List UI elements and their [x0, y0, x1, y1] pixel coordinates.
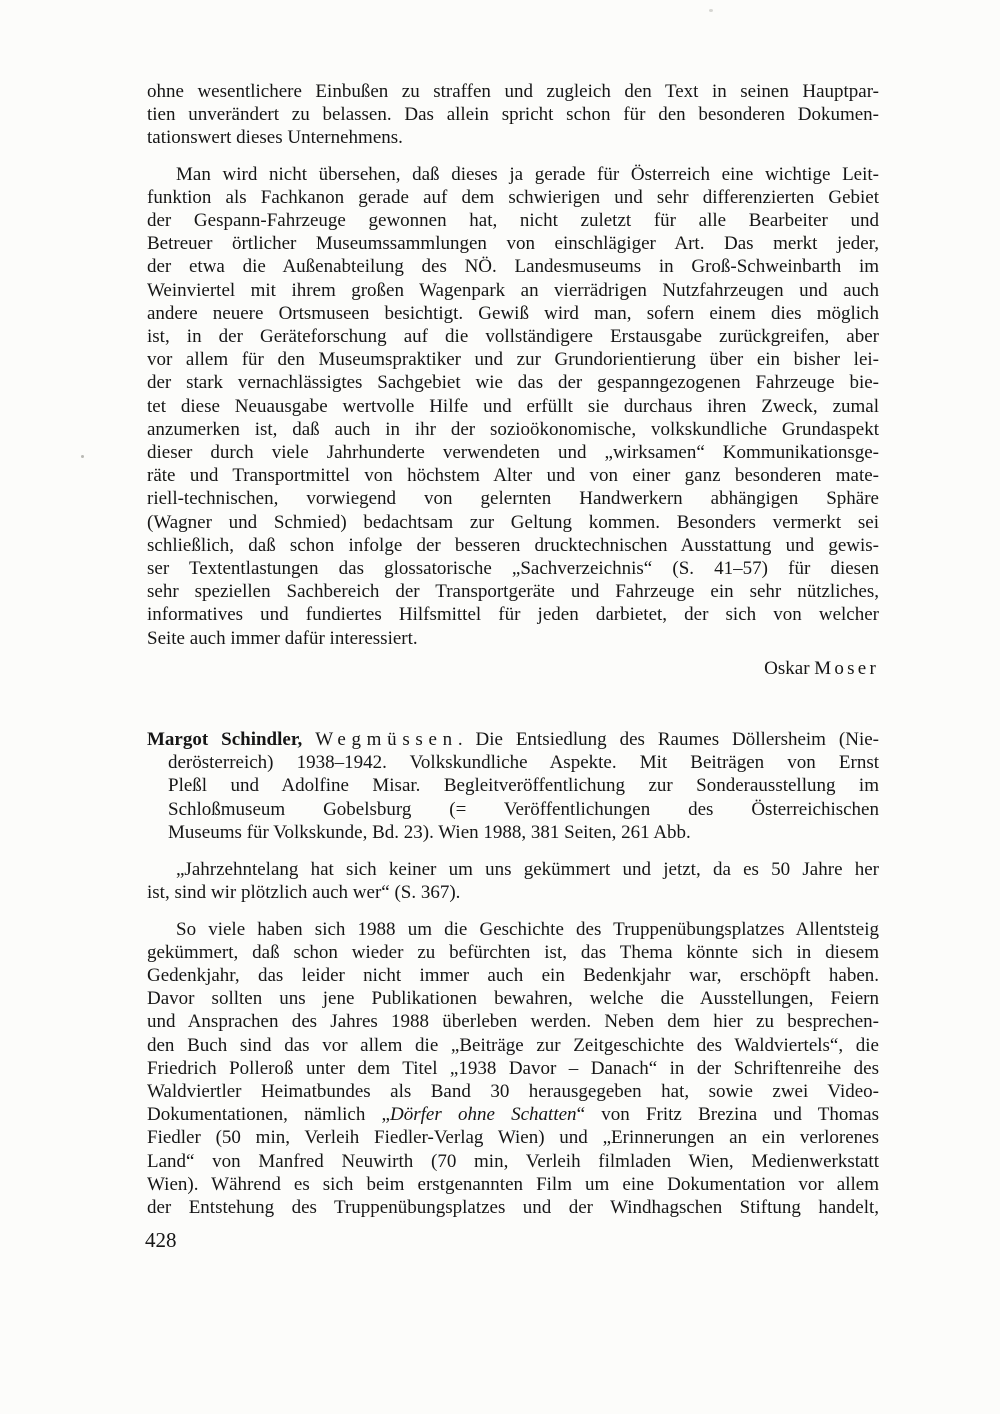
text-line: vor allem für den Museumspraktiker und zur Grundorientierung über ein bisher lei-	[147, 349, 879, 371]
text-line: Waldviertler Heimatbundes als Band 30 herausgegeben hat, sowie zwei Video-	[147, 1080, 879, 1102]
text-line: Davor sollten uns jene Publikationen bewahren, welche die Ausstellungen, Feiern	[147, 988, 879, 1010]
text-line: ohne wesentlichere Einbußen zu straffen und zugleich den Text in seinen Hauptpar-	[147, 81, 879, 102]
text-line: Man wird nicht übersehen, daß dieses ja gerade für Österreich eine wichtige Leit-	[176, 163, 879, 185]
text-block	[147, 80, 879, 1219]
text-line: andere neuere Ortsmuseen besichtigt. Gewiß wird man, sofern einem dies möglich	[147, 302, 879, 324]
page-number: 428	[145, 1228, 177, 1252]
text-line: den Buch sind das vor allem die „Beiträge zur Zeitgeschichte des Waldviertels“, die	[147, 1034, 879, 1056]
reviewer-surname: Moser	[814, 657, 879, 679]
text-line: tationswert dieses Unternehmens.	[147, 127, 403, 149]
text-line: der stark vernachlässigtes Sachgebiet wie das der gespanngezogenen Fahrzeuge bie-	[147, 372, 879, 394]
text-line: Betreuer örtlicher Museumssammlungen von einschlägiger Art. Das merkt jeder,	[147, 233, 879, 255]
text-line: Land“ von Manfred Neuwirth (70 min, Verleih filmladen Wien, Medienwerkstatt	[147, 1150, 879, 1172]
text-line: ist, in der Geräteforschung auf die vollständigere Erstausgabe zurückgreifen, aber	[147, 326, 879, 348]
text-line: riell-technischen, vorwiegend von gelernten Handwerkern abhängigen Sphäre	[147, 488, 879, 510]
text-line: So viele haben sich 1988 um die Geschichte des Truppenübungsplatzes Allentsteig	[176, 918, 879, 940]
text-line: Pleßl und Adolfine Misar. Begleitveröffentlichung zur Sonderausstellung im	[168, 775, 879, 797]
text-line: schließlich, daß schon infolge der besseren drucktechnischen Ausstattung und gewis-	[147, 534, 879, 556]
text-segment: “ von Fritz Brezina und Thomas	[576, 1104, 880, 1126]
text-line: (Wagner und Schmied) bedachtsam zur Geltung kommen. Besonders vermerkt sei	[147, 511, 879, 533]
reviewer-first-name: Oskar	[764, 657, 810, 679]
bibliography-entry	[147, 728, 879, 844]
text-line: Seite auch immer dafür interessiert.	[147, 627, 418, 649]
text-line: Gedenkjahr, das leider nicht immer auch ein Bedenkjahr war, erschöpft haben.	[147, 964, 879, 986]
text-line: Museums für Volkskunde, Bd. 23). Wien 1988, 381 Seiten, 261 Abb.	[168, 821, 691, 843]
paragraph-review-main	[147, 163, 879, 650]
text-line: Schloßmuseum Gobelsburg (= Veröffentlichungen des Österreichischen	[168, 798, 879, 820]
text-line: der etwa die Außenabteilung des NÖ. Landesmuseums in Groß-Schweinbarth im	[147, 256, 879, 278]
text-line: sehr speziellen Sachbereich der Transportgeräte und Fahrzeuge ein sehr nützliches,	[147, 581, 879, 603]
text-line: räte und Transportmittel von höchstem Alter und von einer ganz besonderen mate-	[147, 465, 879, 487]
paragraph-review-continuation	[147, 80, 879, 150]
text-line: ist, sind wir plötzlich auch wer“ (S. 367).	[147, 882, 461, 904]
text-segment: . Die Entsiedlung des Raumes Döllersheim (Nie-	[457, 729, 879, 751]
text-line: funktion als Fachkanon gerade auf dem schwierigen und sehr differenzierten Gebiet	[147, 186, 879, 208]
text-line: gekümmert, daß schon wieder zu befürchten ist, das Thema könnte sich in diesem	[147, 941, 879, 963]
paragraph-review-body	[147, 918, 879, 1220]
text-line: Friedrich Polleroß unter dem Titel „1938 Davor – Danach“ in der Schriftenreihe des	[147, 1057, 879, 1079]
text-line: tien unverändert zu belassen. Das allein spricht schon für den besonderen Dokumen-	[147, 104, 879, 126]
paragraph-quote	[147, 858, 879, 904]
text-line: der Gespann-Fahrzeuge gewonnen hat, nicht zuletzt für alle Bearbeiter und	[147, 210, 879, 232]
text-line: Wien). Während es sich beim erstgenannten Film um eine Dokumentation vor allem	[147, 1173, 879, 1195]
scan-artifact-dot	[709, 9, 713, 12]
text-line: ser Textentlastungen das glossatorische „Sachverzeichnis“ (S. 41–57) für diesen	[147, 558, 879, 580]
text-line: tet diese Neuausgabe wertvolle Hilfe und erfüllt sie durchaus ihren Zweck, zumal	[147, 395, 879, 417]
text-line: derösterreich) 1938–1942. Volkskundliche Aspekte. Mit Beiträgen von Ernst	[168, 752, 879, 774]
text-line: dieser durch viele Jahrhunderte verwendeten und „wirksamen“ Kommunikationsge-	[147, 442, 879, 464]
text-line: Weinviertel mit ihrem großen Wagenpark an vierrädrigen Nutzfahrzeugen und auch	[147, 279, 879, 301]
reviewer-signature	[147, 657, 879, 680]
text-line: der Entstehung des Truppenübungsplatzes und der Windhagschen Stiftung handelt,	[147, 1196, 879, 1218]
text-line: anzumerken ist, daß auch in ihr der sozioökonomische, volkskundliche Grundaspekt	[147, 418, 879, 440]
text-line: informatives und fundiertes Hilfsmittel für jeden darbietet, der sich von welcher	[147, 604, 879, 626]
text-segment-sperr: Wegmüssen	[315, 729, 458, 751]
text-line: und Ansprachen des Jahres 1988 überleben werden. Neben dem hier zu besprechen-	[147, 1011, 879, 1033]
text-segment-bold: Margot Schindler,	[147, 729, 316, 751]
text-line: Fiedler (50 min, Verleih Fiedler-Verlag Wien) und „Erinnerungen an ein verlorenes	[147, 1127, 879, 1149]
text-line: „Jahrzehntelang hat sich keiner um uns gekümmert und jetzt, da es 50 Jahre her	[176, 859, 879, 881]
scan-artifact-dot	[81, 455, 84, 458]
text-segment: Dokumentationen, nämlich „	[147, 1104, 390, 1126]
text-line	[147, 728, 879, 751]
text-line	[147, 1103, 879, 1126]
text-segment-italic: Dörfer ohne Schatten	[390, 1104, 577, 1126]
